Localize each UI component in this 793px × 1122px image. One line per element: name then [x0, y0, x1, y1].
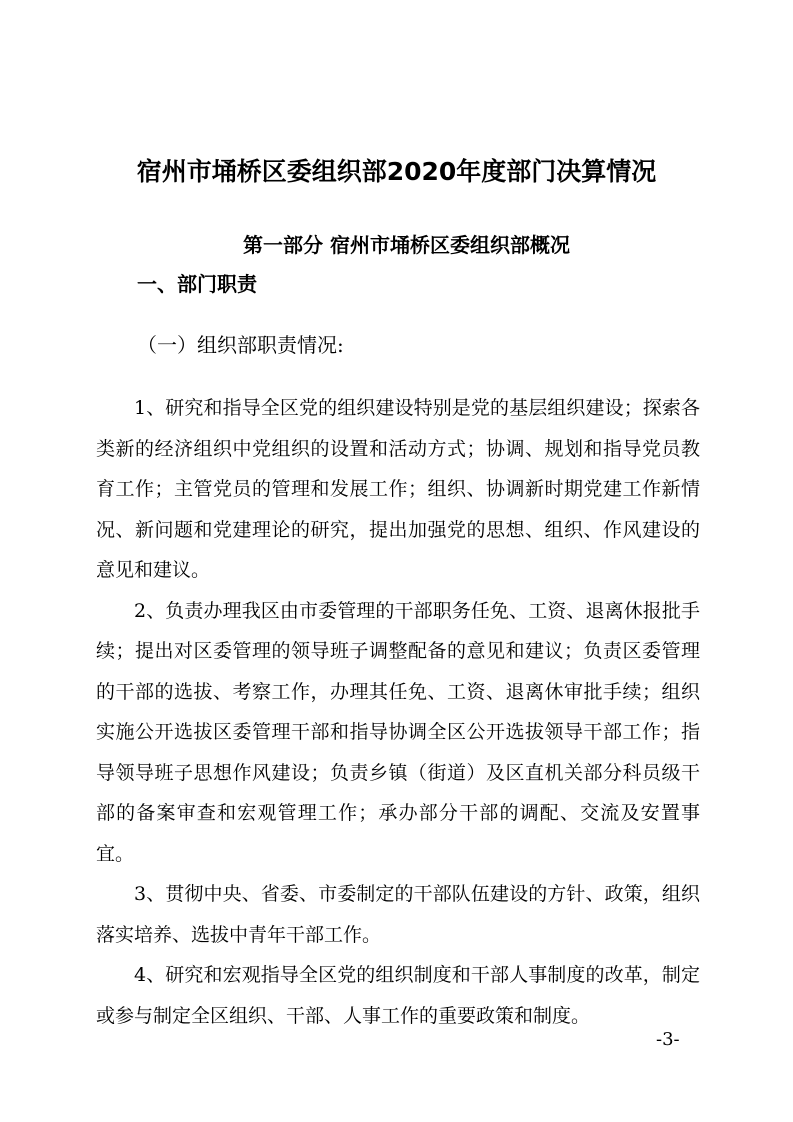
page-number: -3- — [656, 1029, 680, 1050]
part-heading: 第一部分 宿州市埇桥区委组织部概况 — [243, 233, 570, 257]
paragraph-1: 1、研究和指导全区党的组织建设特别是党的基层组织建设；探索各类新的经济组织中党组织的设置和活动方式；协调、规划和指导党员教育工作；主管党员的管理和发展工作；组织、协调新时期党建工作新情况、新问题和党建理论的研究，提出加强党的思想、组织、作风建设的意见和建议。 — [96, 397, 700, 581]
section-heading: 一、部门职责 — [137, 272, 257, 296]
document-title: 宿州市埇桥区委组织部2020年度部门决算情况 — [136, 157, 657, 186]
subsection-heading: （一）组织部职责情况: — [137, 333, 344, 357]
paragraph-4: 4、研究和宏观指导全区党的组织制度和干部人事制度的改革，制定或参与制定全区组织、干部、人事工作的重要政策和制度。 — [96, 964, 700, 1027]
paragraph-2: 2、负责办理我区由市委管理的干部职务任免、工资、退离休报批手续；提出对区委管理的领导班子调整配备的意见和建议；负责区委管理的干部的选拔、考察工作，办理其任免、工资、退离休审批手续；组织实施公开选拔区委管理干部和指导协调全区公开选拔领导干部工作；指导领导班子思想作风建设；负责乡镇（街道）及区直机关部分科员级干部的备案审查和宏观管理工作；承办部分干部的调配、交流及安置事宜。 — [96, 599, 700, 865]
body-text — [96, 388, 700, 1036]
paragraph-3: 3、贯彻中央、省委、市委制定的干部队伍建设的方针、政策，组织落实培养、选拔中青年干部工作。 — [96, 883, 700, 946]
